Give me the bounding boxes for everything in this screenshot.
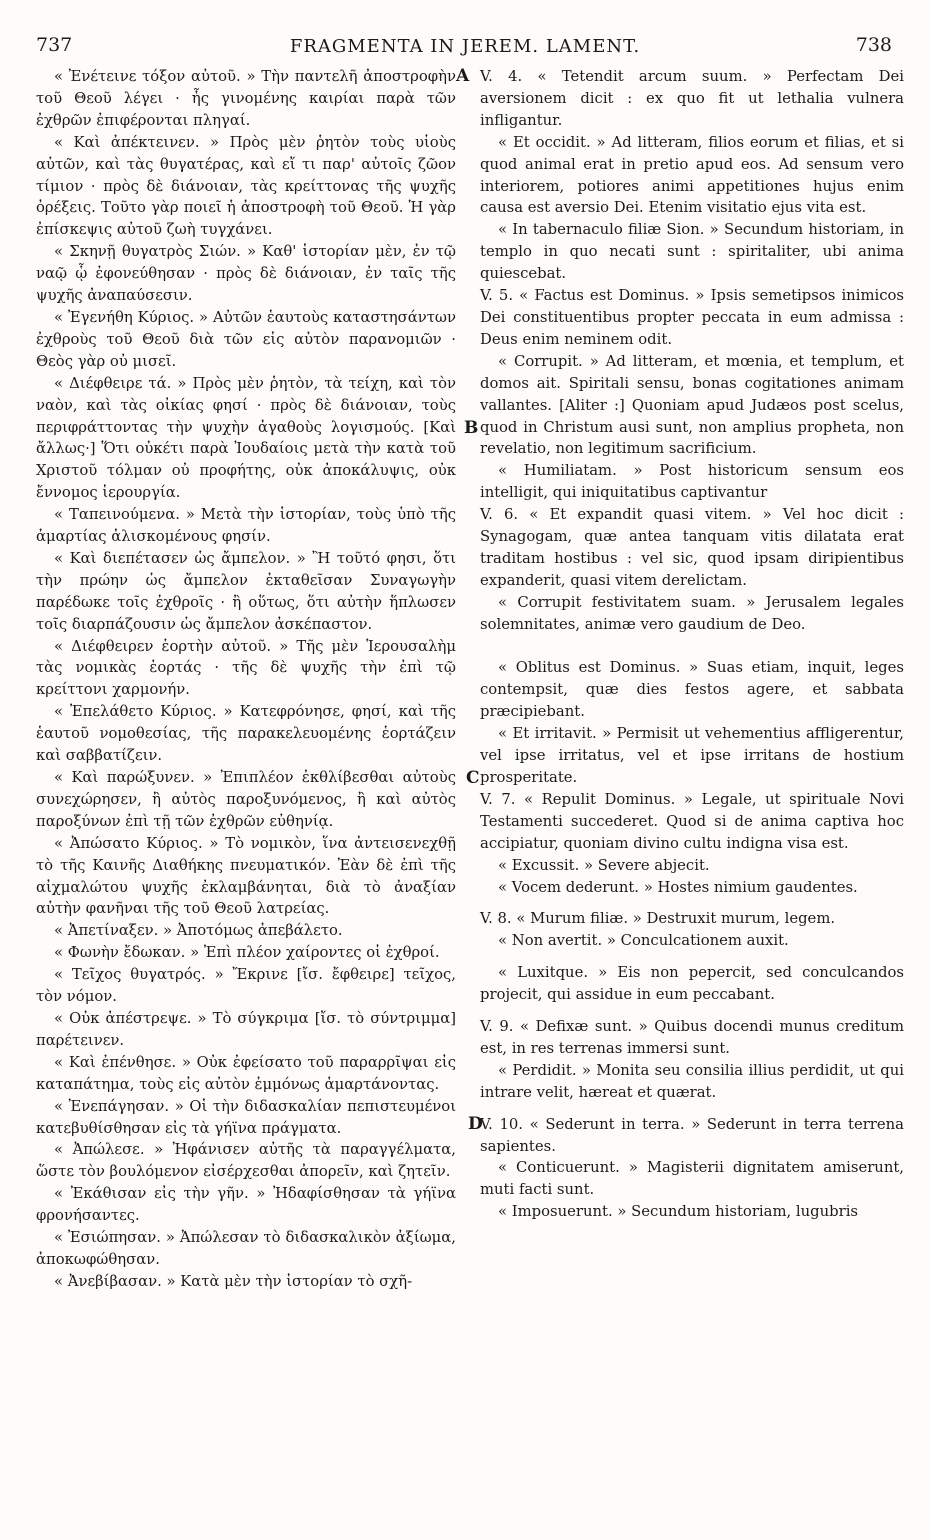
greek-paragraph: « Διέφθειρεν ἑορτὴν αὐτοῦ. » Τῆς μὲν Ἱερουσαλὴμ τὰς νομικὰς ἑορτάς · τῆς δὲ ψυχῆς τὴν ἐπὶ τῷ κρείττονι χαρμονήν. bbox=[36, 637, 456, 699]
greek-paragraph: « Καὶ διεπέτασεν ὡς ἄμπελον. » Ἢ τοῦτό φησι, ὅτι τὴν πρώην ὡς ἄμπελον ἐκταθεῖσαν Συναγωγὴν παρέδωκε τοῖς ἐχθροῖς · ἢ οὕτως, ὅτι αὐτὴν ἥπλωσεν τοῖς διαρπάζουσιν ὡς ἄμπελον ἀσκέπαστον. bbox=[36, 549, 456, 633]
page-number-left: 737 bbox=[36, 34, 73, 56]
greek-paragraph: « Ἀπώσατο Κύριος. » Τὸ νομικὸν, ἵνα ἀντεισενεχθῇ τὸ τῆς Καινῆς Διαθήκης πνευματικόν. Ἐὰν δὲ ἐπὶ τῆς αἰχμαλώτου ψυχῆς ἐκλαμβάνηται, διὰ τὸ ἀναξίαν αὐτὴν φανῆναι τῆς τοῦ Θεοῦ λατρείας. bbox=[36, 834, 456, 918]
latin-paragraph: « Imposuerunt. » Secundum historiam, lugubris bbox=[498, 1203, 859, 1221]
latin-paragraph: « Oblitus est Dominus. » Suas etiam, inquit, leges contempsit, quæ dies festos agere, et sabbata præcipiebant. bbox=[480, 659, 904, 721]
latin-paragraph: V. 6. « Et expandit quasi vitem. » Vel hoc dicit : Synagogam, quæ antea tanquam vitis dilatata erat traditam hostibus : vel sic, quod ipsam diripientibus expanderit, quasi vitem derelictam. bbox=[480, 506, 904, 589]
latin-paragraph: « Et occidit. » Ad litteram, filios eorum et filias, et si quod animal erat in pretio apud eos. Ad sensum vero interiorem, potiores animi appetitiones hujus enim causa est aversio Dei. Etenim visitatio ejus vita est. bbox=[480, 133, 904, 217]
greek-paragraph: « Ἐνέτεινε τόξον αὐτοῦ. » Τὴν παντελῆ ἀποστροφὴν τοῦ Θεοῦ λέγει · ἧς γινομένης καιρίαι παρὰ τῶν ἐχθρῶν ἐπιφέρονται πληγαί. bbox=[36, 68, 456, 129]
latin-paragraph: « Vocem dederunt. » Hostes nimium gaudentes. bbox=[498, 878, 858, 896]
greek-paragraph: « Καὶ παρώξυνεν. » Ἐπιπλέον ἐκθλίβεσθαι αὐτοὺς συνεχώρησεν, ἢ αὐτὸς παροξυνόμενος, ἢ καὶ αὐτὸς παροξύνων ἐπὶ τῇ τῶν ἐχθρῶν εὐθηνίᾳ. bbox=[36, 769, 456, 830]
latin-paragraph: V. 9. « Defixæ sunt. » Quibus docendi munus creditum est, in res terrenas immersi sunt. bbox=[480, 1018, 904, 1057]
greek-column bbox=[36, 66, 456, 1293]
greek-paragraph: « Καὶ ἐπένθησε. » Οὐκ ἐφείσατο τοῦ παραρρῖψαι εἰς καταπάτημα, τοὺς εἰς αὐτὸν ἐμμόνως ἁμαρτάνοντας. bbox=[36, 1053, 456, 1093]
greek-paragraph: « Ἐγενήθη Κύριος. » Αὐτῶν ἑαυτοὺς καταστησάντων ἐχθροὺς τοῦ Θεοῦ διὰ τῶν εἰς αὐτὸν παρανομιῶν · Θεὸς γὰρ οὐ μισεῖ. bbox=[36, 308, 456, 370]
greek-paragraph: « Φωνὴν ἔδωκαν. » Ἐπὶ πλέον χαίροντες οἱ ἐχθροί. bbox=[54, 944, 440, 962]
latin-paragraph: « Conticuerunt. » Magisterii dignitatem amiserunt, muti facti sunt. bbox=[480, 1159, 904, 1199]
page-header bbox=[0, 34, 930, 64]
latin-column bbox=[480, 66, 904, 1223]
greek-paragraph: « Ἐνεπάγησαν. » Οἱ τὴν διδασκαλίαν πεπιστευμένοι κατεβυθίσθησαν εἰς τὰ γήϊνα πράγματα. bbox=[36, 1097, 456, 1137]
greek-paragraph: « Ἐκάθισαν εἰς τὴν γῆν. » Ἠδαφίσθησαν τὰ γήϊνα φρονήσαντες. bbox=[36, 1185, 456, 1225]
greek-paragraph: « Ἐσιώπησαν. » Ἀπώλεσαν τὸ διδασκαλικὸν ἀξίωμα, ἀποκωφώθησαν. bbox=[36, 1229, 456, 1268]
latin-paragraph: « Corrupit festivitatem suam. » Jerusalem legales solemnitates, animæ vero gaudium de Deo. bbox=[480, 593, 904, 633]
greek-paragraph: « Ἀπώλεσε. » Ἠφάνισεν αὐτῆς τὰ παραγγέλματα, ὥστε τὸν βουλόμενον εἰσέρχεσθαι ἀπορεῖν, καὶ ζητεῖν. bbox=[36, 1141, 456, 1181]
latin-paragraph: V. 4. « Tetendit arcum suum. » Perfectam Dei aversionem dicit : ex quo fit ut lethalia vulnera infligantur. bbox=[480, 68, 904, 129]
greek-paragraph: « Ἐπελάθετο Κύριος. » Κατεφρόνησε, φησί, καὶ τῆς ἑαυτοῦ νομοθεσίας, τῆς παρακελευομένης ἑορτάζειν καὶ σαββατίζειν. bbox=[36, 703, 456, 765]
latin-paragraph: « Corrupit. » Ad litteram, et mœnia, et templum, et domos ait. Spiritali sensu, bonas cogitationes animam vallantes. [Aliter :] Quoniam apud Judæos post scelus, quod in Christum ausi sunt, non amplius propheta, non revelatio, non legitimum sacrificium. bbox=[480, 352, 904, 458]
latin-paragraph: « Humiliatam. » Post historicum sensum eos intelligit, qui iniquitatibus captivantur bbox=[480, 462, 904, 502]
spacer bbox=[480, 636, 904, 658]
margin-letter-a: A bbox=[456, 66, 470, 86]
spacer bbox=[480, 898, 904, 908]
greek-paragraph: « Τεῖχος θυγατρός. » Ἔκρινε [ἴσ. ἔφθειρε] τεῖχος, τὸν νόμον. bbox=[36, 966, 456, 1006]
latin-paragraph: V. 8. « Murum filiæ. » Destruxit murum, legem. bbox=[480, 910, 836, 928]
latin-paragraph: « Et irritavit. » Permisit ut vehementius affligerentur, vel ipse irritatus, vel et ipse irritans de hostium prosperitate. bbox=[480, 725, 904, 786]
latin-paragraph: « In tabernaculo filiæ Sion. » Secundum historiam, in templo in quo necati sunt : spiritaliter, ubi anima quiescebat. bbox=[480, 221, 904, 283]
page-number-right: 738 bbox=[855, 34, 892, 56]
greek-paragraph: « Ἀνεβίβασαν. » Κατὰ μὲν τὴν ἱστορίαν τὸ σχῆ- bbox=[54, 1272, 413, 1290]
running-title: FRAGMENTA IN JEREM. LAMENT. bbox=[289, 36, 641, 57]
latin-paragraph: « Excussit. » Severe abjecit. bbox=[498, 856, 710, 874]
latin-paragraph: « Non avertit. » Conculcationem auxit. bbox=[498, 932, 789, 950]
greek-paragraph: « Ταπεινούμενα. » Μετὰ τὴν ἱστορίαν, τοὺς ὑπὸ τῆς ἁμαρτίας ἁλισκομένους φησίν. bbox=[36, 506, 456, 546]
greek-paragraph: « Καὶ ἀπέκτεινεν. » Πρὸς μὲν ῥητὸν τοὺς υἱοὺς αὐτῶν, καὶ τὰς θυγατέρας, καὶ εἴ τι παρ' αὐτοῖς ζῶον τίμιον · πρὸς δὲ διάνοιαν, τὰς κρείττονας τῆς ψυχῆς ὀρέξεις. Τοῦτο γὰρ ποιεῖ ἡ ἀποστροφὴ τοῦ Θεοῦ. Ἡ γὰρ ἐπίσκεψις αὐτοῦ ζωὴ τυγχάνει. bbox=[36, 133, 456, 239]
greek-paragraph: « Οὐκ ἀπέστρεψε. » Τὸ σύγκριμα [ἴσ. τὸ σύντριμμα] παρέτεινεν. bbox=[36, 1009, 456, 1049]
margin-letter-d: D bbox=[468, 1114, 483, 1134]
latin-paragraph: V. 5. « Factus est Dominus. » Ipsis semetipsos inimicos Dei constituentibus propter peccata in eum admissa : Deus enim neminem odit. bbox=[480, 287, 904, 348]
latin-paragraph: V. 10. « Sederunt in terra. » Sederunt in terra terrena sapientes. bbox=[480, 1115, 904, 1155]
latin-paragraph: V. 7. « Repulit Dominus. » Legale, ut spirituale Novi Testamenti succederet. Quod si de anima captiva hoc accipiatur, quoniam divino cultu indigna visa est. bbox=[480, 790, 904, 852]
spacer bbox=[480, 952, 904, 962]
spacer bbox=[480, 1104, 904, 1114]
greek-paragraph: « Ἀπετίναξεν. » Ἀποτόμως ἀπεβάλετο. bbox=[54, 922, 343, 940]
greek-paragraph: « Σκηνῇ θυγατρὸς Σιών. » Καθ' ἱστορίαν μὲν, ἐν τῷ ναῷ ᾧ ἐφονεύθησαν · πρὸς δὲ διάνοιαν, ἐν ταῖς τῆς ψυχῆς ἀναπαύσεσιν. bbox=[36, 243, 456, 305]
spacer bbox=[480, 1006, 904, 1016]
greek-paragraph: « Διέφθειρε τά. » Πρὸς μὲν ῥητὸν, τὰ τείχη, καὶ τὸν ναὸν, καὶ τὰς οἰκίας φησί · πρὸς δὲ διάνοιαν, τοὺς περιφράττοντας τὴν ψυχὴν ἀγαθοὺς λογισμούς. [Καὶ ἄλλως·] Ὅτι οὐκέτι παρὰ Ἰουδαίοις μετὰ τὴν κατὰ τοῦ Χριστοῦ τόλμαν οὐ προφήτης, οὐκ ἀποκάλυψις, οὐκ ἔννομος ἱερουργία. bbox=[36, 374, 456, 502]
margin-letter-c: C bbox=[466, 768, 480, 788]
margin-letter-b: B bbox=[464, 418, 479, 438]
latin-paragraph: « Luxitque. » Eis non pepercit, sed conculcandos projecit, qui assidue in eum peccabant. bbox=[480, 964, 904, 1004]
latin-paragraph: « Perdidit. » Monita seu consilia illius perdidit, ut qui intrare velit, hæreat et quærat. bbox=[480, 1061, 904, 1101]
